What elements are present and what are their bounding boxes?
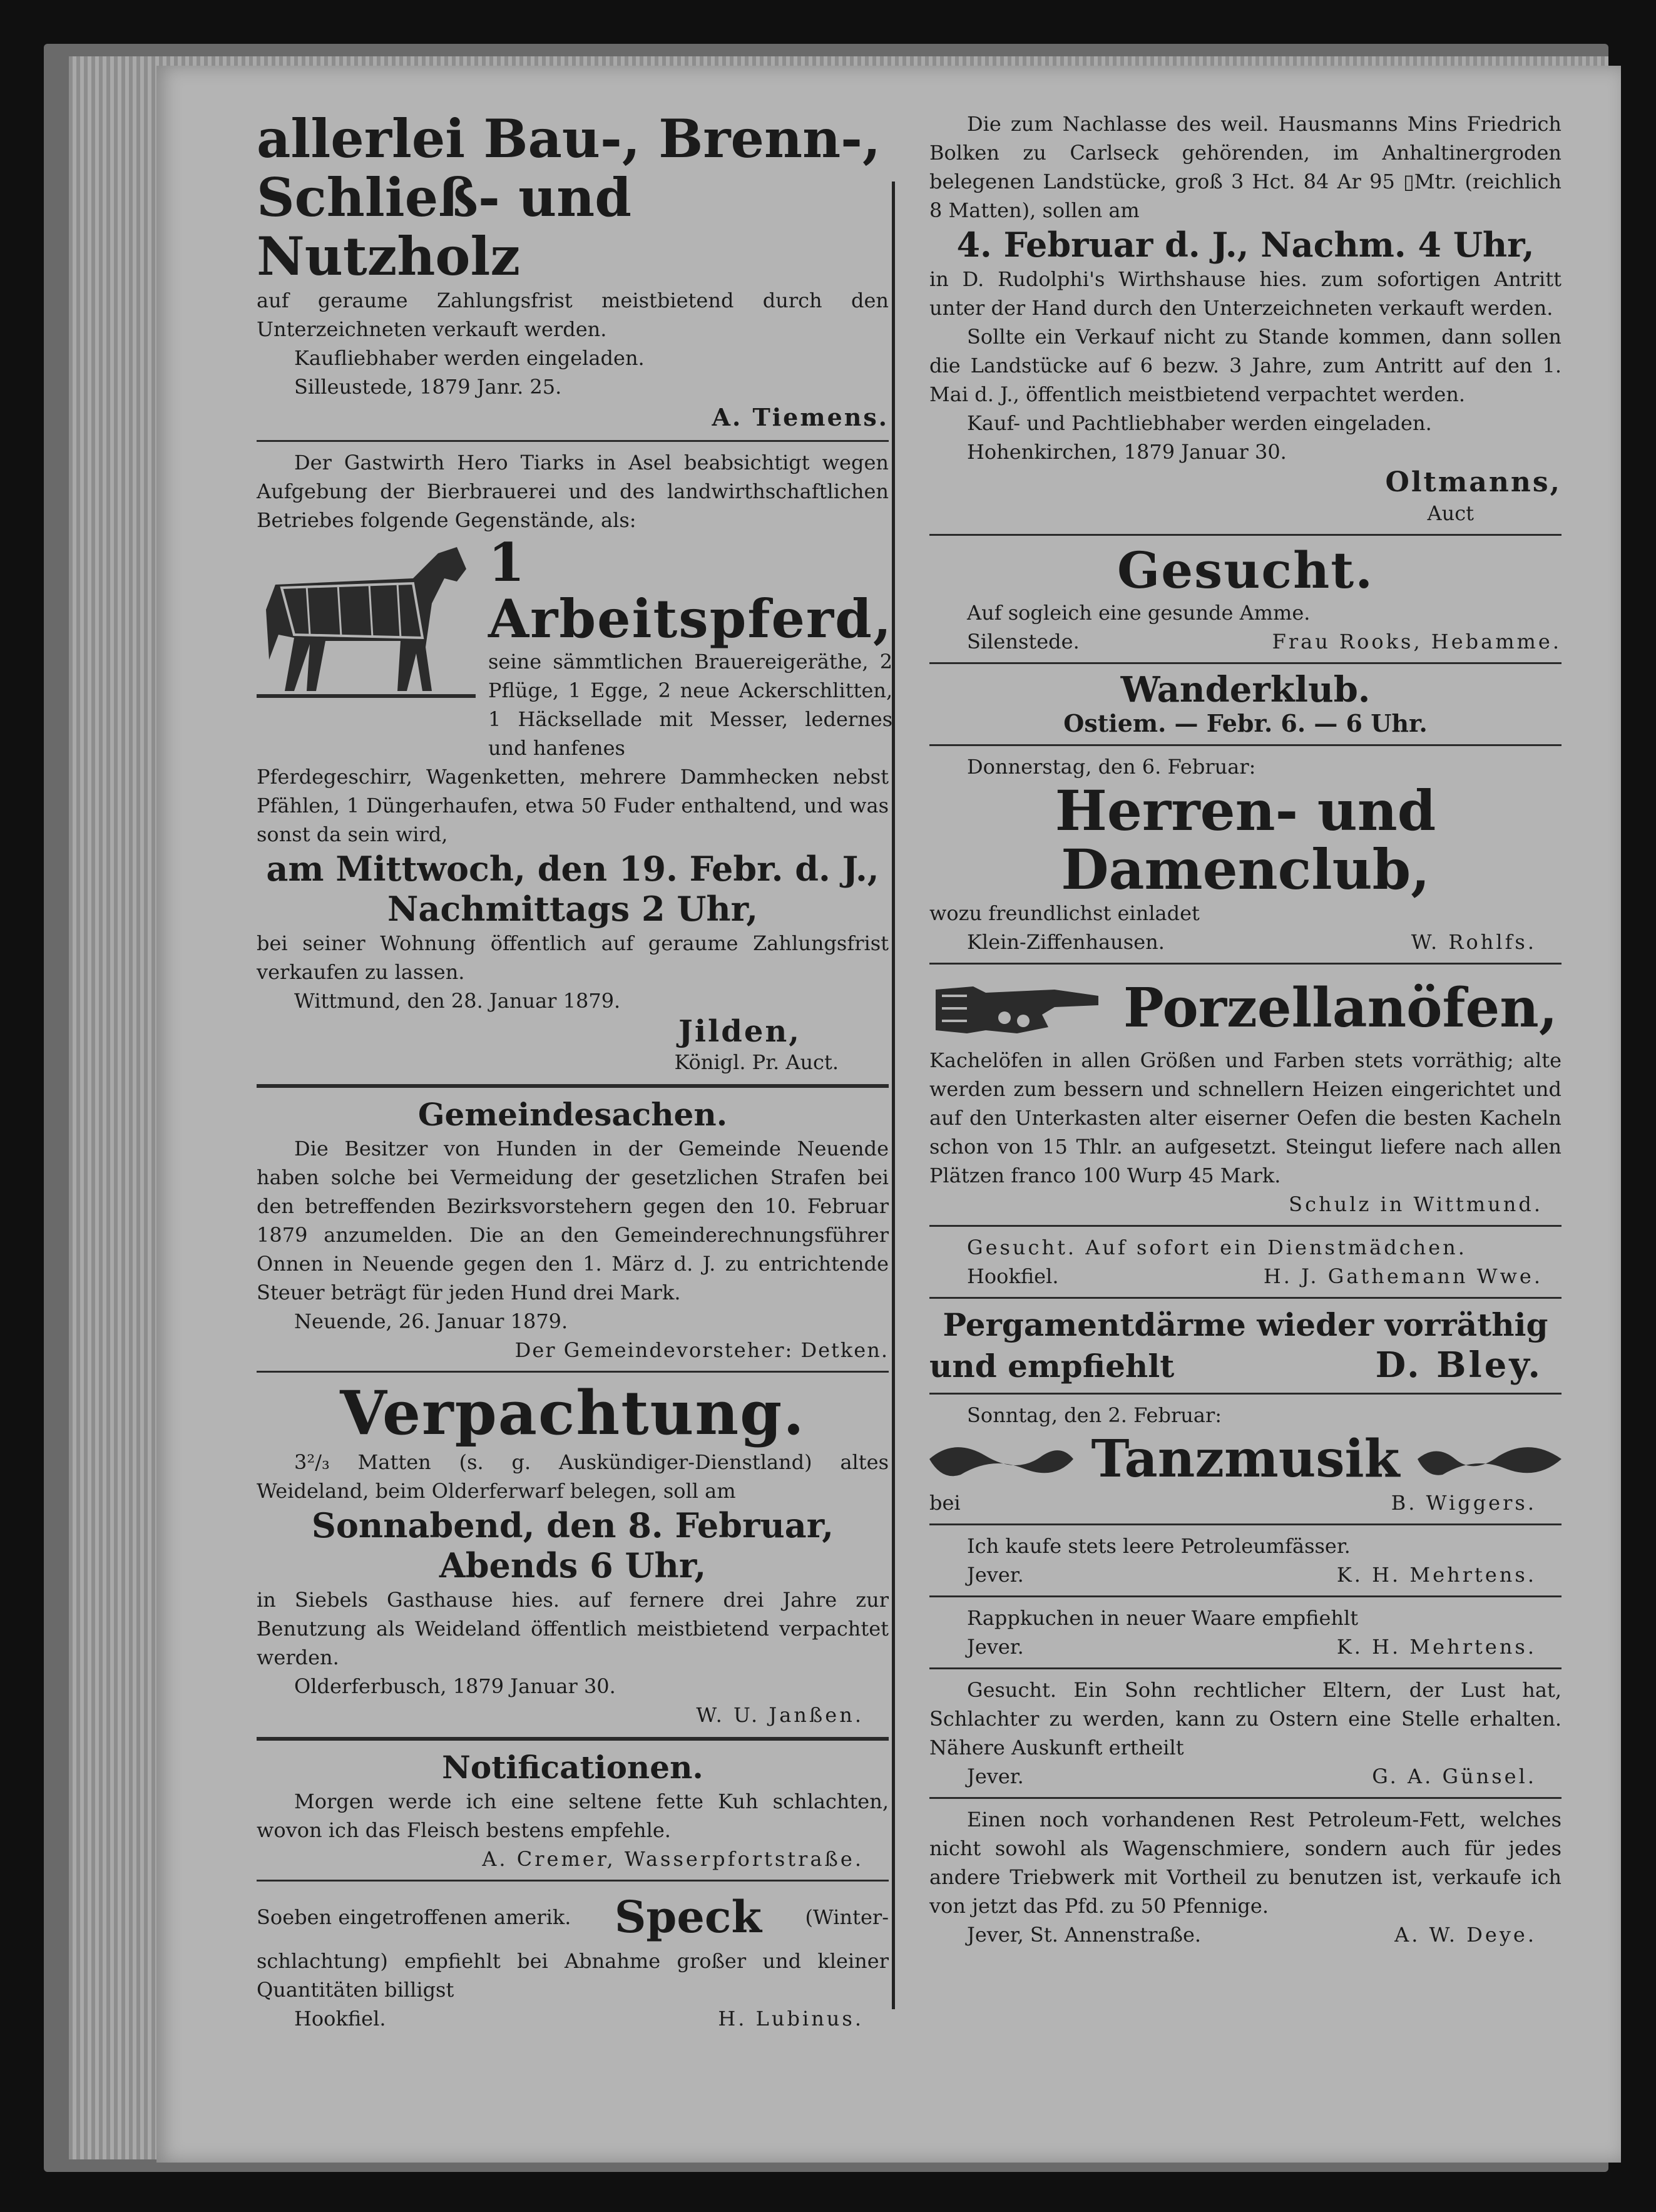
rule xyxy=(929,1595,1561,1597)
grease-place: Jever, St. Annenstraße. xyxy=(967,1923,1202,1947)
rapeseed-body: Rappkuchen in neuer Waare empfiehlt xyxy=(967,1606,1359,1630)
notifications-heading: Notificationen. xyxy=(442,1749,703,1786)
community-signature: Der Gemeindevorsteher: Detken. xyxy=(514,1338,889,1362)
lease-body: 3²/₃ Matten (s. g. Auskündiger-Dienstland) altes Weideland, beim Olderferwarf belegen, soll am xyxy=(257,1450,889,1503)
ad-parchment xyxy=(929,1305,1561,1386)
timber-headline-1: allerlei Bau-, Brenn-, xyxy=(257,108,881,170)
left-column xyxy=(257,108,893,2033)
lease-body2: in Siebels Gasthause hies. auf fernere drei Jahre zur Benutzung als Weideland öffentlich meistbietend verpachtet werden. xyxy=(257,1588,889,1669)
ad-lease xyxy=(257,1379,889,1729)
inn-time-line: Nachmittags 2 Uhr, xyxy=(387,889,759,929)
apprentice-body: Gesucht. Ein Sohn rechtlicher Eltern, der Lust hat, Schlachter zu werden, kann zu Ostern eine Stelle erhalten. Nähere Auskunft ertheilt xyxy=(929,1678,1561,1759)
stoves-head-row xyxy=(929,971,1561,1046)
nurse-signature: Frau Rooks, Hebamme. xyxy=(1272,630,1561,653)
right-column xyxy=(929,110,1561,1949)
nurse-body: Auf sogleich eine gesunde Amme. xyxy=(967,601,1311,625)
apprentice-footer xyxy=(929,1762,1561,1791)
rapeseed-signature: K. H. Mehrtens. xyxy=(1336,1635,1536,1659)
apprentice-signature: G. A. Günsel. xyxy=(1372,1764,1536,1788)
nurse-place: Silenstede. xyxy=(967,630,1080,653)
rule xyxy=(929,534,1561,536)
rule xyxy=(929,1297,1561,1299)
rule xyxy=(257,1371,889,1373)
timber-invite: Kaufliebhaber werden eingeladen. xyxy=(294,346,645,370)
community-heading: Gemeindesachen. xyxy=(417,1096,728,1133)
lease-signature: W. U. Janßen. xyxy=(696,1703,864,1727)
ad-land-sale xyxy=(929,110,1561,528)
ad-timber-sale xyxy=(257,110,889,434)
nurse-heading: Gesucht. xyxy=(1117,541,1374,600)
timber-body: auf geraume Zahlungsfrist meistbietend durch den Unterzeichneten verkauft werden. xyxy=(257,289,889,341)
parchment-signature: D. Bley. xyxy=(1375,1344,1543,1386)
dance-head-row xyxy=(929,1430,1561,1488)
community-body: Die Besitzer von Hunden in der Gemeinde Neuende haben solche bei Vermeidung der gesetzlichen Strafen bei den betreffenden Bezirksvorstehern gegen den 10. Februar 1879 anzumelden. Die an den Gemeinderechnungsführer Onnen in Neuende gegen den 1. März d. J. zu entrichtende Steuer beträgt für jeden Hund drei Mark. xyxy=(257,1137,889,1304)
ad-club xyxy=(929,752,1561,956)
club-date: Donnerstag, den 6. Februar: xyxy=(967,755,1256,779)
hiking-line: Ostiem. — Febr. 6. — 6 Uhr. xyxy=(1063,709,1428,737)
dance-footer xyxy=(929,1488,1561,1517)
parchment-row xyxy=(929,1345,1561,1386)
rule xyxy=(257,1880,889,1882)
club-signature: W. Rohlfs. xyxy=(1411,930,1536,954)
maid-place: Hookfiel. xyxy=(967,1264,1059,1288)
bacon-tail: (Winter- xyxy=(805,1905,889,1929)
bacon-lead-row xyxy=(257,1888,889,1947)
inn-intro: Der Gastwirth Hero Tiarks in Asel beabsichtigt wegen Aufgebung der Bierbrauerei und des landwirthschaftlichen Betriebes folgende Gegenstände, als: xyxy=(257,451,889,532)
rapeseed-footer xyxy=(929,1632,1561,1661)
timber-signature: A. Tiemens. xyxy=(712,403,889,431)
inn-place-date: Wittmund, den 28. Januar 1879. xyxy=(294,989,621,1013)
inn-body: bei seiner Wohnung öffentlich auf geraume Zahlungsfrist verkaufen zu lassen. xyxy=(257,931,889,984)
ad-petroleum-grease xyxy=(929,1805,1561,1949)
grease-body: Einen noch vorhandenen Rest Petroleum-Fett, welches nicht sowohl als Wagenschmiere, sondern auch für jedes andere Triebwerk mit Vortheil zu benutzen ist, verkaufe ich von jetzt das Pfd. zu 50 Pfennige. xyxy=(929,1808,1561,1918)
land-place-date: Hohenkirchen, 1879 Januar 30. xyxy=(967,440,1287,464)
timber-place-date: Silleustede, 1879 Janr. 25. xyxy=(294,375,562,399)
maid-body: Gesucht. Auf sofort ein Dienstmädchen. xyxy=(967,1236,1467,1259)
community-place-date: Neuende, 26. Januar 1879. xyxy=(294,1309,568,1333)
barrels-place: Jever. xyxy=(967,1563,1024,1587)
barrels-body: Ich kaufe stets leere Petroleumfässer. xyxy=(967,1534,1351,1558)
ad-hiking-club xyxy=(929,670,1561,738)
land-signature: Oltmanns, xyxy=(1385,466,1561,498)
ad-rapeseed xyxy=(929,1604,1561,1661)
rapeseed-place: Jever. xyxy=(967,1635,1024,1659)
inn-date-line: am Mittwoch, den 19. Febr. d. J., xyxy=(266,849,879,889)
lease-heading: Verpachtung. xyxy=(340,1378,805,1448)
bacon-headline: Speck xyxy=(614,1891,762,1943)
maid-footer xyxy=(929,1262,1561,1291)
timber-headline-2: Schließ- und Nutzholz xyxy=(257,166,631,287)
ad-wanted-nurse xyxy=(929,542,1561,656)
lease-date-line: Sonnabend, den 8. Februar, xyxy=(311,1505,834,1545)
horse-headline: 1 Arbeitspferd, xyxy=(488,531,893,650)
ad-barrels xyxy=(929,1532,1561,1589)
barrels-footer xyxy=(929,1560,1561,1589)
stoves-body: Kachelöfen in allen Größen und Farben stets vorräthig; alte werden zum bessern und schnellern Heizen eingerichtet und auf den Unterkasten alter eiserner Oefen die besten Kacheln schon von 15 Thlr. an aufgesetzt. Steingut liefere nach allen Plätzen franco 100 Wurp 45 Mark. xyxy=(929,1048,1561,1187)
land-body2: in D. Rudolphi's Wirthshause hies. zum sofortigen Antritt unter der Hand durch den Unterzeichneten verkauft werden. xyxy=(929,267,1561,320)
inn-signature-title: Königl. Pr. Auct. xyxy=(674,1050,839,1074)
notifications-signature: A. Cremer, Wasserpfortstraße. xyxy=(482,1847,864,1871)
rule xyxy=(929,963,1561,965)
horse-illustration-icon xyxy=(257,535,476,704)
ad-dance xyxy=(929,1401,1561,1517)
club-heading: Herren- und Damenclub, xyxy=(1055,778,1436,902)
notifications-body: Morgen werde ich eine seltene fette Kuh schlachten, wovon ich das Fleisch bestens empfehle. xyxy=(257,1790,889,1842)
ad-notifications xyxy=(257,1748,889,1873)
dance-date: Sonntag, den 2. Februar: xyxy=(967,1403,1222,1427)
land-signature-title: Auct xyxy=(1427,501,1474,525)
horse-text xyxy=(476,531,893,762)
horse-block xyxy=(257,531,893,762)
club-footer xyxy=(929,928,1561,956)
rule xyxy=(929,1797,1561,1799)
hiking-heading: Wanderklub. xyxy=(1120,669,1371,710)
parchment-line1: Pergamentdärme wieder vorräthig xyxy=(943,1306,1548,1343)
bacon-body: schlachtung) empfiehlt bei Abnahme großer und kleiner Quantitäten billigst xyxy=(257,1949,889,2002)
apprentice-place: Jever. xyxy=(967,1764,1024,1788)
rule xyxy=(929,1523,1561,1525)
nurse-footer xyxy=(929,627,1561,656)
lease-place-date: Olderferbusch, 1879 Januar 30. xyxy=(294,1674,616,1698)
rule xyxy=(257,440,889,442)
ornament-left-icon xyxy=(929,1431,1073,1487)
ad-apprentice xyxy=(929,1676,1561,1791)
land-invite: Kauf- und Pachtliebhaber werden eingeladen. xyxy=(967,411,1432,435)
club-place: Klein-Ziffenhausen. xyxy=(967,930,1165,954)
inn-items-b: Pferdegeschirr, Wagenketten, mehrere Dammhecken nebst Pfählen, 1 Düngerhaufen, etwa 50 Fuder enthaltend, und was sonst da sein wird, xyxy=(257,765,889,846)
ornament-right-icon xyxy=(1418,1431,1561,1487)
ad-maid xyxy=(929,1233,1561,1291)
stoves-signature: Schulz in Wittmund. xyxy=(1289,1192,1543,1216)
pointing-hand-icon xyxy=(929,971,1105,1046)
dance-heading: Tanzmusik xyxy=(1091,1429,1400,1489)
rule xyxy=(929,662,1561,664)
dance-prefix: bei xyxy=(929,1491,961,1515)
bacon-lead: Soeben eingetroffenen amerik. xyxy=(257,1905,571,1929)
bacon-signature: H. Lubinus. xyxy=(718,2007,864,2030)
stoves-heading: Porzellanöfen, xyxy=(1123,976,1558,1040)
lease-time-line: Abends 6 Uhr, xyxy=(439,1545,707,1585)
ad-inn-auction xyxy=(257,448,893,1077)
parchment-line2: und empfiehlt xyxy=(929,1348,1175,1385)
club-body: wozu freundlichst einladet xyxy=(929,901,1200,925)
rule xyxy=(257,1737,889,1741)
grease-footer xyxy=(929,1920,1561,1949)
land-body3: Sollte ein Verkauf nicht zu Stande kommen, dann sollen die Landstücke auf 6 bezw. 3 Jahre, zum Antritt auf den 1. Mai d. J., öffentlich meistbietend verpachtet werden. xyxy=(929,325,1561,406)
ad-community xyxy=(257,1095,889,1365)
ad-bacon xyxy=(257,1888,889,2033)
bacon-place: Hookfiel. xyxy=(294,2007,386,2030)
rule xyxy=(257,1084,889,1088)
maid-signature: H. J. Gathemann Wwe. xyxy=(1263,1264,1543,1288)
rule xyxy=(929,1393,1561,1395)
land-body: Die zum Nachlasse des weil. Hausmanns Mins Friedrich Bolken zu Carlseck gehörenden, im Anhaltinergroden belegenen Landstücke, groß 3 Hct. 84 Ar 95 ▯Mtr. (reichlich 8 Matten), sollen am xyxy=(929,112,1561,222)
dance-signature: B. Wiggers. xyxy=(1391,1491,1536,1515)
rule xyxy=(929,744,1561,746)
bacon-footer xyxy=(257,2004,889,2033)
rule xyxy=(929,1225,1561,1227)
inn-items-a: seine sämmtlichen Brauereigeräthe, 2 Pflüge, 1 Egge, 2 neue Ackerschlitten, 1 Häcksellade mit Messer, ledernes und hanfenes xyxy=(488,650,893,760)
barrels-signature: K. H. Mehrtens. xyxy=(1336,1563,1536,1587)
inn-signature: Jilden, xyxy=(678,1014,801,1049)
land-date-line: 4. Februar d. J., Nachm. 4 Uhr, xyxy=(956,225,1535,265)
rule xyxy=(929,1667,1561,1669)
column-divider xyxy=(892,182,895,2009)
grease-signature: A. W. Deye. xyxy=(1394,1923,1536,1947)
ad-stoves xyxy=(929,971,1561,1219)
